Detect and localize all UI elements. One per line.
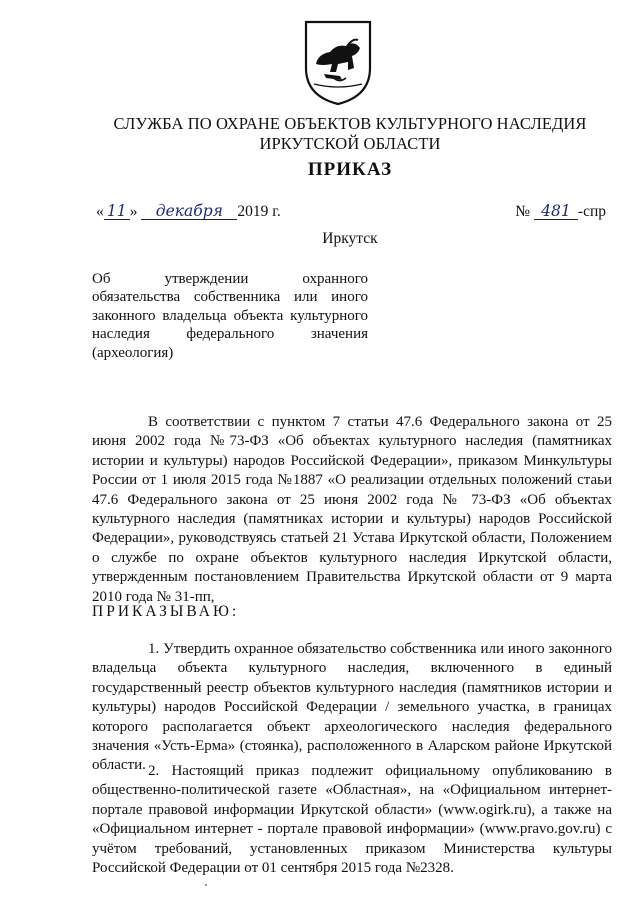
document-date [96, 203, 281, 221]
subject-line: обязательства собственника или иного [92, 289, 368, 306]
document-number [515, 203, 606, 221]
number-suffix: -спр [577, 203, 606, 220]
number-prefix: № [515, 203, 531, 220]
order-item-2: 2. Настоящий приказ подлежит официальному опубликованию в общественно-политической газете «Областная», на «Официальном интернет-портале правовой информации Иркутской области» (www.ogirk.ru), а также на «Официальном интернет - портале правовой информации» (www.pravo.gov.ru) с учётом требований, установленных приказом Министерства культуры Российской Федерации от 01 сентября 2015 года №2328. [92, 763, 612, 877]
organization-name-line1: СЛУЖБА ПО ОХРАНЕ ОБЪЕКТОВ КУЛЬТУРНОГО НАСЛЕДИЯ [113, 114, 587, 133]
date-month: декабря [141, 203, 237, 220]
number-value: 481 [534, 203, 578, 220]
date-year: 2019 г. [237, 203, 281, 220]
document-title: ПРИКАЗ [307, 159, 393, 180]
document-city: Иркутск [322, 230, 378, 247]
subject-line: (археология) [92, 344, 174, 361]
preamble-paragraph: В соответствии с пунктом 7 статьи 47.6 Федерального закона от 25 июня 2002 года №73-ФЗ «Об объектах культурного наследия (памятниках истории и культуры) народов Российской Федерации», приказом Минкультуры России от 1 июля 2015 года №1887 «О реализации отдельных положений стаьи 47.6 Федерального закона от 25 июня 2002 года № 73-ФЗ «Об объектах культурного наследия (памятниках истории и культуры) народов Российской Федерации», руководствуясь статьей 21 Устава Иркутской области, Положением о службе по охране объектов культурного наследия Иркутской области, утвержденным постановлением Правительства Иркутской области от 9 марта 2010 года № 31-пп, [92, 414, 612, 605]
quote-open: « [96, 203, 104, 220]
organization-name [90, 114, 610, 154]
organization-name-line2: ИРКУТСКОЙ ОБЛАСТИ [259, 134, 441, 153]
order-item-1: 1. Утвердить охранное обязательство собственника или иного законного владельца объекта культурного наследия, включенного в единый государственный реестр объектов культурного наследия (памятников истории и культуры) народов Российской Федерации / земельного участка, в границах которого располагается объект археологического наследия федерального значения «Усть-Ерма» (стоянка), расположенного в Аларском районе Иркутской области. [92, 641, 612, 774]
order-heading: ПРИКАЗЫВАЮ: [92, 603, 240, 620]
subject-line: наследия федерального значения [92, 326, 368, 343]
subject-line: законного владельца объекта культурного [92, 307, 368, 324]
document-subject [92, 270, 368, 362]
quote-close: » [129, 203, 138, 220]
date-day: 11 [104, 203, 130, 220]
subject-line: Об утверждении охранного [92, 271, 368, 287]
irkutsk-coat-of-arms-icon [302, 18, 374, 106]
scan-speck [205, 884, 207, 886]
